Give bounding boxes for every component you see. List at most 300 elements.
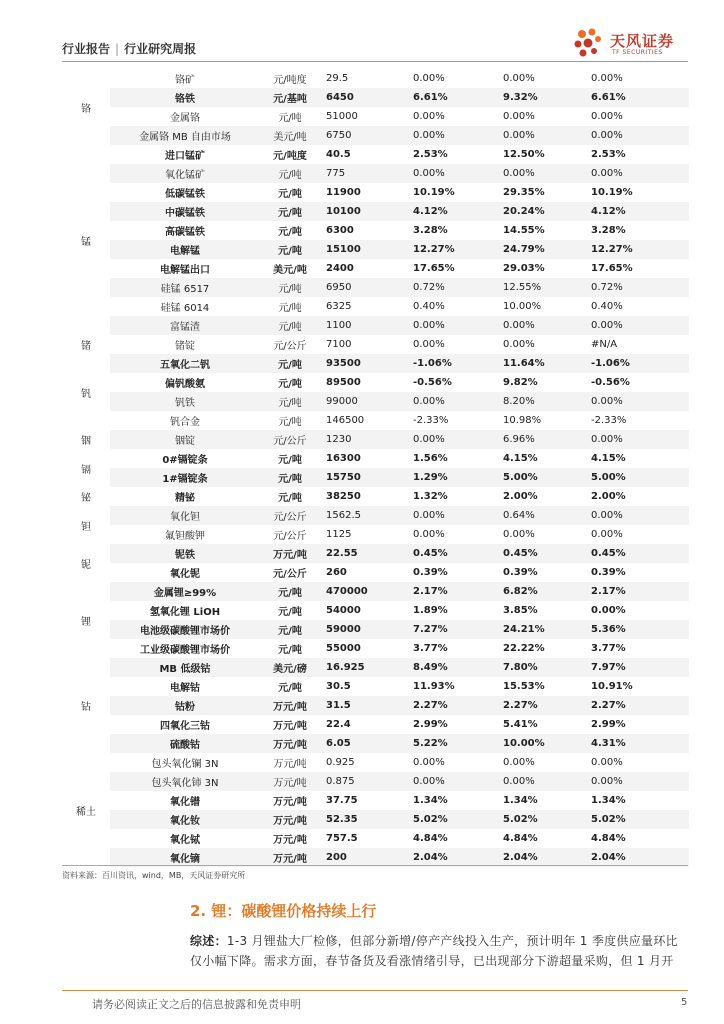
price-cell: 6950 — [320, 278, 407, 297]
product-name-cell: 钴粉 — [110, 696, 260, 715]
price-cell: 7100 — [326, 339, 352, 350]
change-cell: 2.04% — [407, 848, 497, 867]
table-row — [62, 354, 689, 373]
table-row — [62, 126, 689, 145]
change-cell: 4.84% — [591, 833, 626, 844]
change-cell: 0.00% — [413, 757, 445, 768]
unit-cell: 元/吨 — [278, 645, 302, 656]
table-row — [62, 335, 689, 354]
product-name-cell: 氟钽酸钾 — [165, 531, 205, 542]
change-cell: 1.34% — [591, 795, 626, 806]
footer-disclaimer: 请务必阅读正文之后的信息披露和免责申明 — [92, 998, 301, 1011]
change-cell: 0.00% — [497, 126, 585, 145]
change-cell: 0.00% — [585, 126, 689, 145]
price-cell: 15100 — [320, 240, 407, 259]
change-cell: 0.00% — [407, 164, 497, 183]
change-cell: -2.33% — [591, 415, 627, 426]
table-row — [62, 791, 689, 810]
table-row — [62, 107, 689, 126]
unit-cell: 元/吨 — [260, 468, 320, 487]
change-cell: 20.24% — [497, 202, 585, 221]
change-cell: -0.56% — [413, 377, 452, 388]
change-cell: 0.00% — [591, 605, 626, 616]
change-cell: 1.56% — [413, 453, 448, 464]
footer-divider — [62, 990, 688, 991]
change-cell: 2.27% — [497, 696, 585, 715]
product-name-cell: 氢氧化锂 LiOH — [149, 607, 221, 618]
change-cell: 0.00% — [407, 126, 497, 145]
change-cell: 0.00% — [407, 506, 497, 525]
price-cell: 99000 — [320, 392, 407, 411]
change-cell: 1.32% — [413, 491, 448, 502]
unit-cell: 元/公斤 — [273, 569, 307, 580]
change-cell: 5.02% — [407, 810, 497, 829]
change-cell: 5.00% — [585, 468, 689, 487]
unit-cell: 万元/吨 — [273, 797, 307, 808]
change-cell: 1.34% — [413, 795, 448, 806]
category-cell: 铌 — [62, 544, 110, 582]
price-cell: 40.5 — [326, 149, 351, 160]
category-cell: 锂 — [62, 582, 110, 658]
table-row — [62, 525, 689, 544]
product-name-cell: 铌铁 — [110, 544, 260, 563]
change-cell: 2.17% — [585, 582, 689, 601]
price-cell: 93500 — [320, 354, 407, 373]
product-name-cell: 四氧化三钴 — [160, 721, 210, 732]
section-heading: 2. 锂：碳酸锂价格持续上行 — [190, 902, 377, 920]
product-name-cell: 钒合金 — [170, 417, 200, 428]
price-cell: 38250 — [326, 491, 361, 502]
unit-cell: 万元/吨 — [273, 721, 307, 732]
product-name-cell: 钒铁 — [110, 392, 260, 411]
unit-cell: 元/基吨 — [260, 88, 320, 107]
change-cell: 11.93% — [413, 681, 455, 692]
table-row — [62, 563, 689, 582]
price-cell: 470000 — [320, 582, 407, 601]
unit-cell: 元/吨 — [260, 316, 320, 335]
change-cell: 0.00% — [591, 73, 623, 84]
table-row — [62, 316, 689, 335]
change-cell: 0.00% — [407, 430, 497, 449]
product-name-cell: 金属锂≥99% — [110, 582, 260, 601]
section-summary — [190, 931, 688, 971]
product-name-cell: 锗锭 — [175, 341, 195, 352]
change-cell: 4.15% — [503, 453, 538, 464]
change-cell: 0.39% — [413, 567, 448, 578]
header-category: 行业报告 — [62, 42, 111, 56]
table-row — [62, 772, 689, 791]
change-cell: 0.00% — [407, 316, 497, 335]
change-cell: 0.39% — [503, 567, 538, 578]
change-cell: 8.20% — [497, 392, 585, 411]
change-cell: 0.00% — [503, 757, 535, 768]
change-cell: 0.00% — [585, 430, 689, 449]
product-name-cell: 电解钴 — [170, 683, 200, 694]
company-logo — [572, 26, 692, 62]
change-cell: 17.65% — [591, 263, 633, 274]
product-name-cell: 硫酸钴 — [110, 734, 260, 753]
change-cell: 0.00% — [591, 757, 623, 768]
change-cell: -1.06% — [407, 354, 497, 373]
unit-cell: 元/吨 — [260, 354, 320, 373]
change-cell: 0.64% — [497, 506, 585, 525]
table-row — [62, 430, 689, 449]
change-cell: 2.27% — [407, 696, 497, 715]
category-cell: 钽 — [62, 506, 110, 544]
table-row — [62, 715, 689, 734]
change-cell: 7.27% — [407, 620, 497, 639]
product-name-cell: 精铋 — [175, 493, 195, 504]
logo-name-en: TF SECURITIES — [612, 49, 663, 56]
change-cell: 29.35% — [503, 187, 545, 198]
report-header — [62, 40, 196, 57]
category-cell: 钒 — [62, 354, 110, 430]
unit-cell: 万元/吨 — [260, 544, 320, 563]
unit-cell: 万元/吨 — [273, 835, 307, 846]
price-cell: 6.05 — [320, 734, 407, 753]
price-cell: 51000 — [326, 111, 358, 122]
product-name-cell: 硅锰 6014 — [160, 303, 210, 314]
change-cell: -2.33% — [413, 415, 449, 426]
change-cell: 3.28% — [413, 225, 448, 236]
table-row — [62, 487, 689, 506]
table-row — [62, 658, 689, 677]
product-name-cell: 铬矿 — [175, 75, 195, 86]
change-cell: 10.00% — [497, 734, 585, 753]
change-cell: 3.77% — [413, 643, 448, 654]
change-cell: 0.00% — [503, 339, 535, 350]
unit-cell: 美元/磅 — [260, 658, 320, 677]
change-cell: 8.49% — [407, 658, 497, 677]
price-cell: 16300 — [326, 453, 361, 464]
category-cell: 铬 — [62, 69, 110, 145]
data-source-note: 资料来源：百川资讯，wind，MB，天风证券研究所 — [62, 865, 688, 881]
change-cell: 5.36% — [585, 620, 689, 639]
change-cell: 4.15% — [591, 453, 626, 464]
table-row — [62, 582, 689, 601]
change-cell: 10.91% — [591, 681, 633, 692]
price-cell: 59000 — [320, 620, 407, 639]
table-row — [62, 449, 689, 468]
product-name-cell: 氧化镨 — [170, 797, 200, 808]
unit-cell: 万元/吨 — [273, 759, 307, 770]
product-name-cell: 1#镉锭条 — [110, 468, 260, 487]
table-row — [62, 373, 689, 392]
table-row — [62, 202, 689, 221]
table-row — [62, 468, 689, 487]
change-cell: 6.96% — [497, 430, 585, 449]
header-divider — [62, 61, 688, 62]
change-cell: 10.98% — [503, 415, 542, 426]
unit-cell: 元/吨 — [260, 392, 320, 411]
product-name-cell: 硅锰 6517 — [110, 278, 260, 297]
category-cell: 铟 — [62, 430, 110, 449]
unit-cell: 元/公斤 — [273, 341, 307, 352]
change-cell: -1.06% — [585, 354, 689, 373]
change-cell: 0.00% — [413, 529, 445, 540]
category-cell: 稀土 — [62, 753, 110, 867]
price-cell: 1100 — [320, 316, 407, 335]
table-row — [62, 145, 689, 164]
logo-name-cn: 天风证券 — [610, 32, 675, 50]
change-cell: 2.04% — [585, 848, 689, 867]
change-cell: 0.00% — [591, 529, 623, 540]
change-cell: 29.03% — [503, 263, 545, 274]
price-cell: 11900 — [326, 187, 361, 198]
product-name-cell: 包头氧化铈 3N — [110, 772, 260, 791]
change-cell: 0.40% — [591, 301, 623, 312]
change-cell: 5.02% — [497, 810, 585, 829]
unit-cell: 万元/吨 — [260, 810, 320, 829]
change-cell: 9.32% — [497, 88, 585, 107]
price-cell: 260 — [326, 567, 347, 578]
table-row — [62, 183, 689, 202]
unit-cell: 元/吨 — [260, 164, 320, 183]
change-cell: 2.53% — [413, 149, 448, 160]
price-cell: 146500 — [326, 415, 365, 426]
summary-lead: 综述： — [190, 934, 227, 948]
change-cell: 5.41% — [503, 719, 538, 730]
change-cell: 1.29% — [407, 468, 497, 487]
product-name-cell: 低碳锰铁 — [165, 189, 205, 200]
table-row — [62, 506, 689, 525]
header-separator: | — [115, 42, 120, 56]
change-cell: 22.22% — [503, 643, 545, 654]
price-cell: 89500 — [326, 377, 361, 388]
change-cell: 2.27% — [585, 696, 689, 715]
table-row — [62, 829, 689, 848]
change-cell: 2.04% — [497, 848, 585, 867]
change-cell: 0.00% — [413, 73, 445, 84]
product-name-cell: 偏钒酸氨 — [165, 379, 205, 390]
price-cell: 6325 — [326, 301, 352, 312]
product-name-cell: 氧化镝 — [110, 848, 260, 867]
change-cell: 12.27% — [585, 240, 689, 259]
unit-cell: 元/吨 — [278, 189, 302, 200]
unit-cell: 万元/吨 — [260, 734, 320, 753]
unit-cell: 元/吨度 — [273, 151, 307, 162]
change-cell: -0.56% — [591, 377, 630, 388]
product-name-cell: 氧化锰矿 — [110, 164, 260, 183]
unit-cell: 元/吨 — [278, 493, 302, 504]
header-subcategory: 行业研究周报 — [124, 42, 197, 56]
product-name-cell: 进口锰矿 — [165, 151, 205, 162]
change-cell: 6.61% — [407, 88, 497, 107]
change-cell: 3.28% — [591, 225, 626, 236]
unit-cell: 万元/吨 — [260, 772, 320, 791]
change-cell: 0.00% — [585, 392, 689, 411]
price-cell: 52.35 — [320, 810, 407, 829]
price-cell: 1562.5 — [320, 506, 407, 525]
product-name-cell: 0#镉锭条 — [162, 455, 208, 466]
change-cell: 7.97% — [585, 658, 689, 677]
product-name-cell: 电解锰出口 — [160, 265, 210, 276]
change-cell: 0.00% — [585, 316, 689, 335]
price-cell: 2400 — [326, 263, 354, 274]
price-cell: 1230 — [320, 430, 407, 449]
change-cell: 3.85% — [503, 605, 538, 616]
unit-cell: 元/公斤 — [260, 506, 320, 525]
product-name-cell: 金属铬 MB 自由市场 — [110, 126, 260, 145]
unit-cell: 元/吨 — [278, 455, 302, 466]
unit-cell: 元/吨 — [260, 582, 320, 601]
product-name-cell: 氧化铌 — [170, 569, 200, 580]
change-cell: 12.27% — [407, 240, 497, 259]
change-cell: 0.40% — [413, 301, 445, 312]
change-cell: 14.55% — [503, 225, 545, 236]
product-name-cell: 铟锭 — [110, 430, 260, 449]
change-cell: 0.00% — [585, 506, 689, 525]
table-row — [62, 221, 689, 240]
price-cell: 1125 — [326, 529, 352, 540]
change-cell: 0.45% — [585, 544, 689, 563]
unit-cell: 元/吨 — [278, 417, 302, 428]
table-row — [62, 620, 689, 639]
change-cell: 3.77% — [591, 643, 626, 654]
price-cell: 37.75 — [326, 795, 358, 806]
change-cell: 0.00% — [503, 73, 535, 84]
price-cell: 6750 — [320, 126, 407, 145]
change-cell: 0.00% — [497, 316, 585, 335]
category-cell: 锰 — [62, 145, 110, 335]
table-row — [62, 297, 689, 316]
price-cell: 55000 — [326, 643, 361, 654]
table-row — [62, 810, 689, 829]
price-cell: 10100 — [320, 202, 407, 221]
change-cell: 0.45% — [497, 544, 585, 563]
logo-mark-icon — [572, 26, 606, 60]
change-cell: 5.00% — [497, 468, 585, 487]
change-cell: 0.00% — [585, 772, 689, 791]
change-cell: 15.53% — [503, 681, 545, 692]
product-name-cell: MB 低级钴 — [110, 658, 260, 677]
unit-cell: 元/吨 — [278, 607, 302, 618]
change-cell: 0.00% — [503, 111, 535, 122]
price-cell: 30.5 — [326, 681, 351, 692]
change-cell: 2.53% — [591, 149, 626, 160]
change-cell: 1.34% — [503, 795, 538, 806]
table-row — [62, 696, 689, 715]
product-name-cell: 电解锰 — [110, 240, 260, 259]
product-name-cell: 富锰渣 — [110, 316, 260, 335]
metal-price-table — [62, 69, 689, 867]
table-row — [62, 392, 689, 411]
price-cell: 15750 — [320, 468, 407, 487]
change-cell: 10.00% — [503, 301, 542, 312]
change-cell: 0.39% — [591, 567, 626, 578]
unit-cell: 元/吨 — [260, 620, 320, 639]
price-cell: 22.55 — [320, 544, 407, 563]
price-cell: 775 — [320, 164, 407, 183]
change-cell: 2.00% — [503, 491, 538, 502]
table-row — [62, 240, 689, 259]
unit-cell: 元/公斤 — [273, 531, 307, 542]
table-row — [62, 69, 689, 88]
unit-cell: 万元/吨 — [260, 696, 320, 715]
change-cell: 0.00% — [503, 529, 535, 540]
price-cell: 757.5 — [326, 833, 358, 844]
product-name-cell: 电池级碳酸锂市场价 — [110, 620, 260, 639]
unit-cell: 元/吨 — [260, 240, 320, 259]
product-name-cell: 工业级碳酸锂市场价 — [140, 645, 230, 656]
change-cell: 9.82% — [503, 377, 538, 388]
unit-cell: 美元/吨 — [273, 265, 307, 276]
unit-cell: 元/吨 — [278, 379, 302, 390]
unit-cell: 美元/吨 — [260, 126, 320, 145]
change-cell: 0.00% — [497, 772, 585, 791]
table-row — [62, 411, 689, 430]
table-row — [62, 164, 689, 183]
unit-cell: 元/吨 — [278, 227, 302, 238]
unit-cell: 元/吨 — [278, 113, 302, 124]
change-cell: 0.00% — [413, 111, 445, 122]
change-cell: 11.64% — [497, 354, 585, 373]
change-cell: 4.12% — [585, 202, 689, 221]
change-cell: 4.84% — [503, 833, 538, 844]
change-cell: 6.61% — [585, 88, 689, 107]
product-name-cell: 中碳锰铁 — [110, 202, 260, 221]
price-cell: 54000 — [326, 605, 361, 616]
unit-cell: 元/吨 — [278, 683, 302, 694]
change-cell: 2.99% — [591, 719, 626, 730]
price-cell: 31.5 — [320, 696, 407, 715]
table-row — [62, 639, 689, 658]
change-cell: 2.99% — [413, 719, 448, 730]
product-name-cell: 包头氧化镧 3N — [151, 759, 219, 770]
change-cell: 5.02% — [585, 810, 689, 829]
change-cell: 7.80% — [497, 658, 585, 677]
price-cell: 22.4 — [326, 719, 351, 730]
change-cell: 10.19% — [591, 187, 633, 198]
change-cell: 4.31% — [585, 734, 689, 753]
unit-cell: 元/吨 — [260, 278, 320, 297]
change-cell: 0.00% — [413, 339, 445, 350]
table-row — [62, 544, 689, 563]
change-cell: 0.00% — [591, 111, 623, 122]
price-cell: 6450 — [320, 88, 407, 107]
change-cell: 12.55% — [497, 278, 585, 297]
category-cell: 铋 — [62, 487, 110, 506]
change-cell: 0.00% — [407, 772, 497, 791]
unit-cell: 元/吨 — [260, 202, 320, 221]
change-cell: 10.19% — [413, 187, 455, 198]
table-row — [62, 278, 689, 297]
table-row — [62, 88, 689, 107]
product-name-cell: 氧化铽 — [170, 835, 200, 846]
change-cell: 5.22% — [407, 734, 497, 753]
unit-cell: 元/吨 — [278, 303, 302, 314]
price-cell: 29.5 — [326, 73, 349, 84]
change-cell: #N/A — [591, 339, 618, 350]
change-cell: 4.84% — [413, 833, 448, 844]
change-cell: 24.79% — [497, 240, 585, 259]
change-cell: 0.72% — [407, 278, 497, 297]
change-cell: 0.00% — [585, 164, 689, 183]
product-name-cell: 高碳锰铁 — [165, 227, 205, 238]
price-cell: 0.925 — [326, 757, 355, 768]
product-name-cell: 氧化钕 — [110, 810, 260, 829]
change-cell: 0.00% — [407, 392, 497, 411]
change-cell: 12.50% — [503, 149, 545, 160]
price-cell: 6300 — [326, 225, 354, 236]
category-cell: 镉 — [62, 449, 110, 487]
page-number: 5 — [681, 997, 688, 1008]
change-cell: 0.72% — [585, 278, 689, 297]
summary-text: 1-3 月锂盐大厂检修，但部分新增/停产产线投入生产，预计明年 1 季度供应量环比仅小幅下降。需求方面，春节备货及看涨情绪引导，已出现部分下游超量采购，但 1 月开 — [190, 934, 678, 968]
change-cell: 24.21% — [497, 620, 585, 639]
table-row — [62, 734, 689, 753]
change-cell: 1.89% — [413, 605, 448, 616]
